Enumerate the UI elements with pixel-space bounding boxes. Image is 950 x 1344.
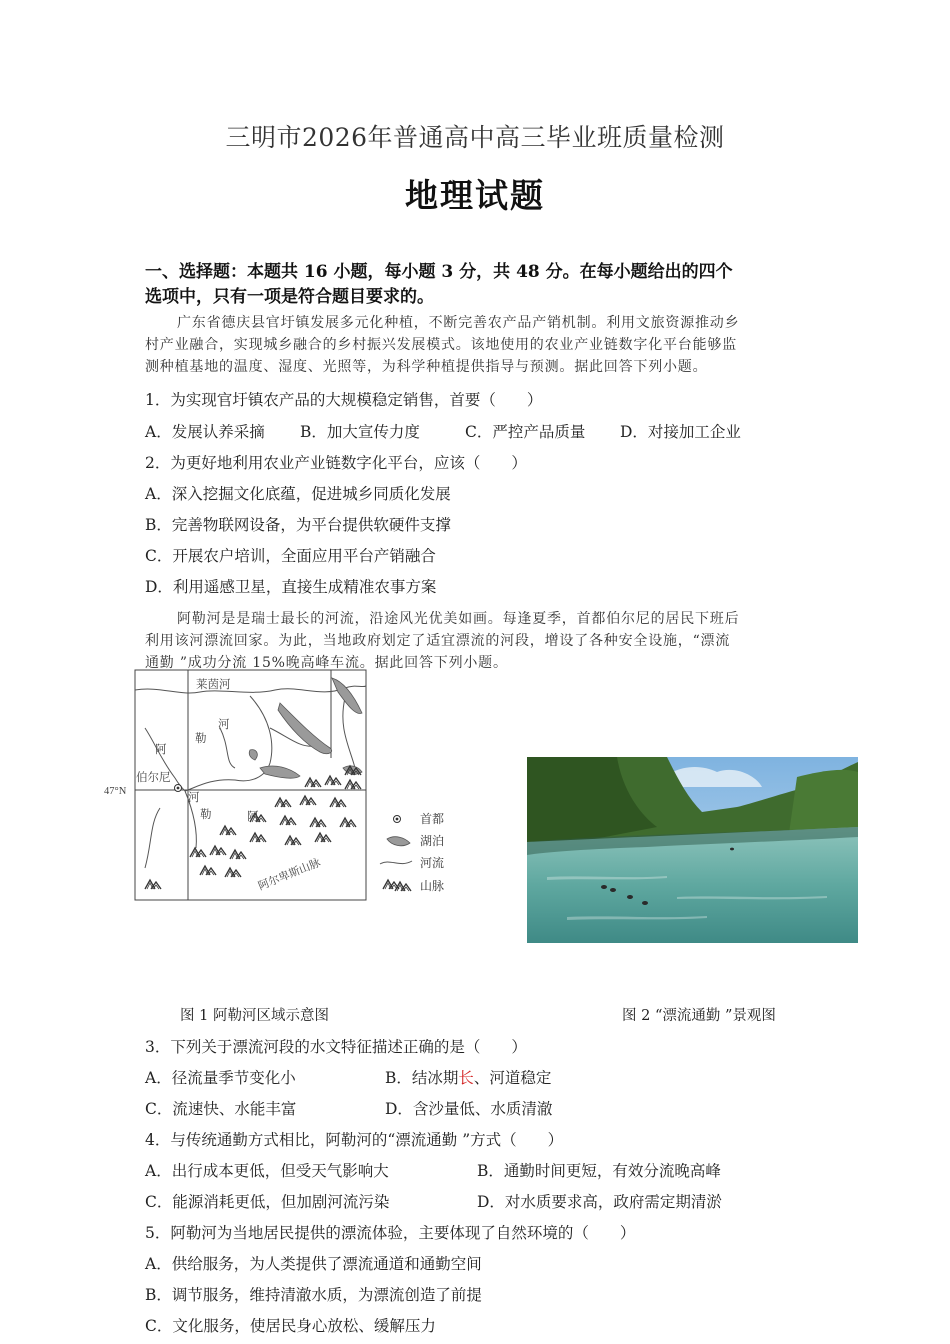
q3-option-b-pre: B．结冰期 [385,1069,459,1087]
q4-option-a: A．出行成本更低，但受天气影响大 [145,1162,389,1180]
figure1-caption: 图 1 阿勒河区域示意图 [180,1008,329,1024]
q2-option-c: C．开展农户培训，全面应用平台产销融合 [145,547,436,565]
section-heading-line2: 选项中，只有一项是符合题目要求的。 [145,287,434,307]
figure2-caption: 图 2 “漂流通勤 ”景观图 [622,1008,776,1024]
passage2-line2: 利用该河漂流回家。为此，当地政府划定了适宜漂流的河段，增设了各种安全设施，“漂流 [145,633,731,649]
passage1-line2: 村产业融合，实现城乡融合的乡村振兴发展模式。该地使用的农业产业链数字化平台能够监 [145,337,737,353]
label-le: 勒 [195,733,207,745]
map-legend [380,811,444,893]
q2-option-d: D．利用遥感卫星，直接生成精准农事方案 [145,578,437,596]
q5-option-c: C．文化服务，使居民身心放松、缓解压力 [145,1317,436,1335]
q4-option-b: B．通勤时间更短，有效分流晚高峰 [477,1162,721,1180]
legend-capital-icon [394,816,401,823]
q3-stem: 3．下列关于漂流河段的水文特征描述正确的是（ ） [145,1038,527,1056]
passage2-line1: 阿勒河是是瑞士最长的河流，沿途风光优美如画。每逢夏季，首都伯尔尼的居民下班后 [177,611,740,627]
q1-option-c: C．严控产品质量 [465,423,586,441]
q3-option-c: C．流速快、水能丰富 [145,1100,297,1118]
q4-option-d: D．对水质要求高，政府需定期清淤 [477,1193,722,1211]
passage2-line3: 通勤 ”成功分流 15%晚高峰车流。据此回答下列小题。 [145,655,508,671]
q1-option-b: B．加大宣传力度 [300,423,420,441]
legend-river-icon [380,861,412,864]
legend-capital-label: 首都 [420,812,445,826]
q3-option-a: A．径流量季节变化小 [145,1069,296,1087]
bern-capital-icon [175,785,182,792]
q2-option-a: A．深入挖掘文化底蕴，促进城乡同质化发展 [145,485,451,503]
passage1-line1: 广东省德庆县官圩镇发展多元化种植，不断完善农产品产销机制。利用文旅资源推动乡 [177,315,740,331]
q5-stem: 5．阿勒河为当地居民提供的漂流体验，主要体现了自然环境的（ ） [145,1224,636,1242]
label-he2: 河 [188,792,200,804]
q1-option-a: A．发展认养采摘 [145,423,265,441]
aare-region-map [100,668,460,902]
q1-option-d: D．对接加工企业 [620,423,741,441]
legend-river-label: 河流 [420,856,445,870]
label-alps: 阿尔卑斯山脉 [256,856,323,893]
q3-option-b-post: 、河道稳定 [473,1069,552,1087]
label-rhine: 莱茵河 [196,679,231,691]
legend-mountain-label: 山脉 [420,879,445,893]
river-drift-photo [527,757,858,943]
q2-stem: 2．为更好地利用农业产业链数字化平台，应该（ ） [145,454,527,472]
label-bern: 伯尔尼 [136,772,171,784]
label-latitude: 47°N [104,786,127,797]
q3-option-b [385,1066,551,1088]
q4-option-c: C．能源消耗更低，但加剧河流污染 [145,1193,390,1211]
passage1-line3: 测种植基地的温度、湿度、光照等，为科学种植提供指导与预测。据此回答下列小题。 [145,359,708,375]
legend-lake-label: 湖泊 [420,834,445,848]
lakes [249,678,362,778]
subject-title: 地理试题 [405,176,545,215]
q4-stem: 4．与传统通勤方式相比，阿勒河的“漂流通勤 ”方式（ ） [145,1131,564,1149]
label-river-he: 河 [218,719,230,731]
q3-option-d: D．含沙量低、水质清澈 [385,1100,553,1118]
label-a: 阿 [155,744,167,756]
q2-option-b: B．完善物联网设备，为平台提供软硬件支撑 [145,516,451,534]
legend-lake-icon [387,837,410,846]
q5-option-b: B．调节服务，维持清澈水质，为漂流创造了前提 [145,1286,482,1304]
label-le2: 勒 [200,809,212,821]
exam-title: 三明市2026年普通高中高三毕业班质量检测 [225,123,725,152]
label-a2: 阿 [247,811,259,823]
q5-option-a: A．供给服务，为人类提供了漂流通道和通勤空间 [145,1255,482,1273]
q3-option-b-red: 长 [458,1069,474,1087]
q1-stem: 1．为实现官圩镇农产品的大规模稳定销售，首要（ ） [145,391,543,409]
section-heading-line1: 一、选择题：本题共 16 小题，每小题 3 分，共 48 分。在每小题给出的四个 [145,262,733,282]
